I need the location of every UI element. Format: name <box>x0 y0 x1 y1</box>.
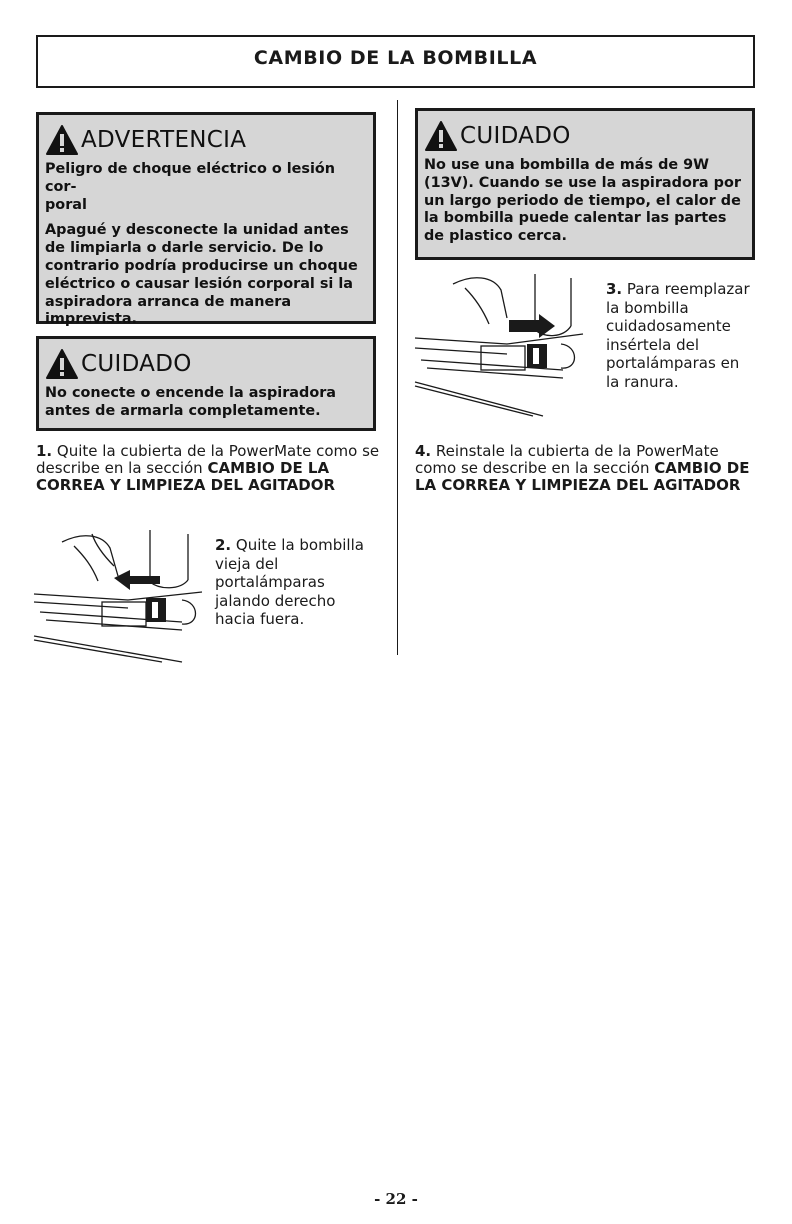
step-4 <box>415 443 760 494</box>
warning-body: Apagué y desconecte la unidad antes de limpiarla o darle servicio. De lo contrario podría producirse un choque eléctrico o causar lesión corporal si la aspiradora arranca de manera imprevista. <box>45 222 358 328</box>
step-2-text: Quite la bombilla vieja del portalámparas jalando derecho hacia fuera. <box>215 536 364 628</box>
caution-heading-left: CUIDADO <box>81 351 192 377</box>
step-2-caption <box>215 536 365 629</box>
step-2-number: 2. <box>215 536 232 554</box>
step-1-number: 1. <box>36 442 53 460</box>
step-4-number: 4. <box>415 442 432 460</box>
caution-body-left: No conecte o encende la aspiradora antes de armarla completamente. <box>45 385 337 419</box>
warning-triangle-icon <box>45 348 79 380</box>
step-1 <box>36 443 386 494</box>
warning-box-advertencia <box>36 112 376 328</box>
step-3-caption <box>606 280 756 391</box>
step-3-text: Para reemplazar la bombilla cuidadosamente insértela del portalámparas en la ranura. <box>606 280 750 391</box>
warning-heading: ADVERTENCIA <box>81 127 247 153</box>
caution-box-right <box>415 108 755 260</box>
page-number: - 22 - <box>374 1190 418 1208</box>
step-4-bold-ref: CAMBIO DE LA CORREA Y LIMPIEZA DEL AGITADOR <box>415 459 750 494</box>
step-1-text: Quite la cubierta de la PowerMate como se describe en la sección <box>36 442 380 477</box>
caution-heading-right: CUIDADO <box>460 123 571 149</box>
warning-triangle-icon <box>424 120 458 152</box>
warning-triangle-icon <box>45 124 79 156</box>
warning-line-2: poral <box>45 196 87 213</box>
page-title: CAMBIO DE LA BOMBILLA <box>253 47 538 69</box>
caution-box-left <box>36 336 376 431</box>
column-divider <box>397 100 398 655</box>
step-4-text: Reinstale la cubierta de la PowerMate como se describe en la sección <box>415 442 719 477</box>
page-title-box <box>36 35 755 88</box>
step-3-number: 3. <box>606 280 623 298</box>
caution-body-right: No use una bombilla de más de 9W (13V). Cuando se use la aspiradora por un largo periodo de tiempo, el calor de la bombilla puede calentar las partes de plastico cerca. <box>424 157 741 245</box>
bulb-insertion-illustration <box>413 270 591 420</box>
bulb-removal-illustration <box>32 526 210 664</box>
step-1-bold-ref: CAMBIO DE LA CORREA Y LIMPIEZA DEL AGITADOR <box>36 459 336 494</box>
warning-line-1: Peligro de choque eléctrico o lesión cor- <box>45 161 336 195</box>
